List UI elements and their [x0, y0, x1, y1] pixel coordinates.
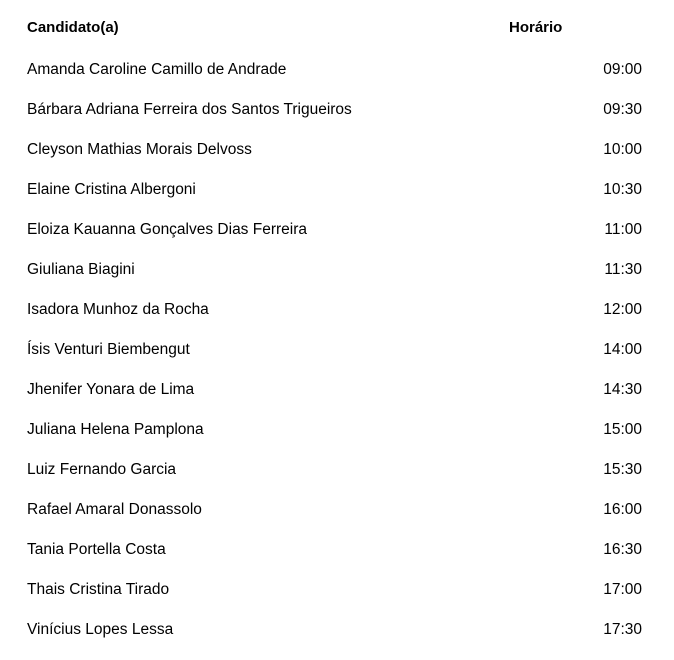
- candidate-name: Elaine Cristina Albergoni: [27, 181, 196, 198]
- candidate-name: Eloiza Kauanna Gonçalves Dias Ferreira: [27, 221, 307, 238]
- table-row: [27, 499, 647, 539]
- table-row: [27, 99, 647, 139]
- candidate-time: 09:30: [603, 101, 642, 118]
- candidate-name: Amanda Caroline Camillo de Andrade: [27, 61, 287, 78]
- table-row: [27, 59, 647, 99]
- table-row: [27, 139, 647, 179]
- candidate-time: 11:00: [604, 221, 642, 238]
- table-row: [27, 259, 647, 299]
- header-candidate: Candidato(a): [27, 19, 119, 36]
- candidate-name: Bárbara Adriana Ferreira dos Santos Trigueiros: [27, 101, 352, 118]
- candidate-name: Luiz Fernando Garcia: [27, 461, 177, 478]
- table-row: [27, 579, 647, 619]
- candidate-time: 17:30: [603, 621, 642, 638]
- candidate-time: 11:30: [604, 261, 642, 278]
- table-row: [27, 339, 647, 379]
- candidate-time: 10:00: [603, 141, 642, 158]
- table-row: [27, 419, 647, 459]
- table-row: [27, 219, 647, 259]
- candidate-name: Giuliana Biagini: [27, 261, 135, 278]
- candidate-time: 12:00: [603, 301, 642, 318]
- candidate-name: Cleyson Mathias Morais Delvoss: [27, 141, 252, 158]
- candidate-name: Jhenifer Yonara de Lima: [27, 381, 195, 398]
- candidate-name: Juliana Helena Pamplona: [27, 421, 204, 438]
- candidate-time: 14:00: [603, 341, 642, 358]
- table-row: [27, 179, 647, 219]
- table-row: [27, 619, 647, 659]
- candidate-time: 17:00: [603, 581, 642, 598]
- header-time: Horário: [509, 19, 563, 36]
- candidate-name: Ísis Venturi Biembengut: [27, 341, 190, 358]
- table-row: [27, 539, 647, 579]
- candidate-name: Tania Portella Costa: [27, 541, 166, 558]
- candidate-time: 10:30: [603, 181, 642, 198]
- candidate-name: Vinícius Lopes Lessa: [27, 621, 174, 638]
- candidate-name: Rafael Amaral Donassolo: [27, 501, 202, 518]
- table-row: [27, 459, 647, 499]
- candidate-time: 14:30: [603, 381, 642, 398]
- candidate-time: 09:00: [603, 61, 642, 78]
- candidate-name: Thais Cristina Tirado: [27, 581, 170, 598]
- table-row: [27, 379, 647, 419]
- candidate-time: 15:30: [603, 461, 642, 478]
- candidate-name: Isadora Munhoz da Rocha: [27, 301, 209, 318]
- table-header: [27, 19, 647, 43]
- table-row: [27, 299, 647, 339]
- candidate-time: 15:00: [603, 421, 642, 438]
- table-body: [27, 59, 647, 659]
- candidate-time: 16:30: [603, 541, 642, 558]
- candidate-time: 16:00: [603, 501, 642, 518]
